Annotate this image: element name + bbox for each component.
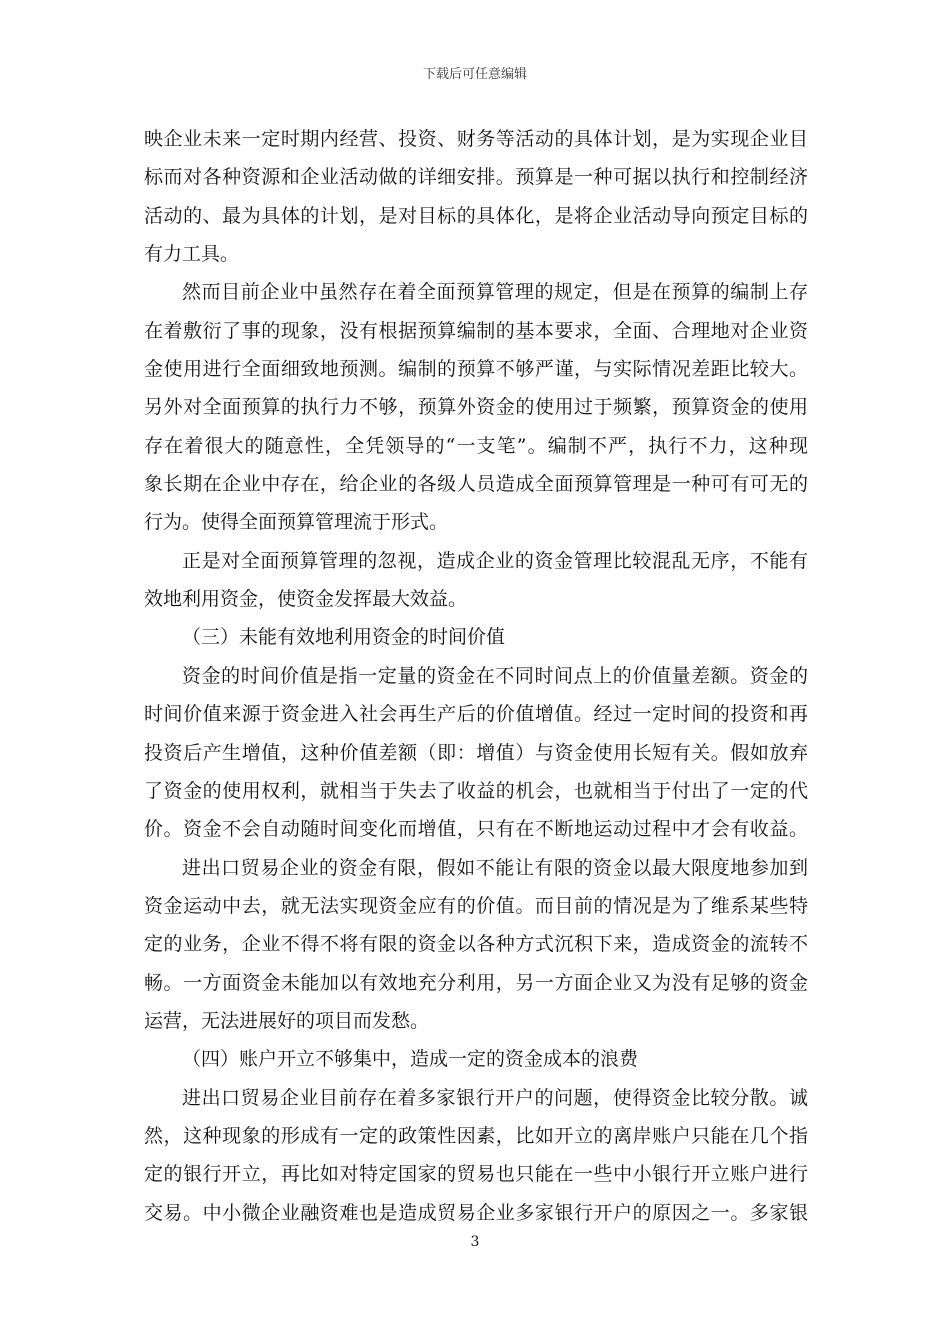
text-line: 存在着很大的随意性，全凭领导的“一支笔”。编制不严，执行不力，这种现 [144, 434, 808, 457]
text-line: 了资金的使用权利，就相当于失去了收益的机会，也就相当于付出了一定的代 [144, 779, 808, 802]
paragraph-first-line: 进出口贸易企业的资金有限，假如不能让有限的资金以最大限度地参加到 [182, 856, 808, 879]
paragraph-first-line: 进出口贸易企业目前存在着多家银行开户的问题，使得资金比较分散。诚 [182, 1086, 808, 1109]
text-line: 在着敷衍了事的现象，没有根据预算编制的基本要求，全面、合理地对企业资 [144, 319, 808, 342]
section-heading: （三）未能有效地利用资金的时间价值 [182, 626, 506, 649]
body-text [144, 120, 808, 1232]
section-heading: （四）账户开立不够集中，造成一定的资金成本的浪费 [182, 1048, 639, 1071]
text-line: 映企业未来一定时期内经营、投资、财务等活动的具体计划，是为实现企业目 [144, 128, 808, 150]
text-line: 定的银行开立，再比如对特定国家的贸易也只能在一些中小银行开立账户进行 [144, 1163, 808, 1186]
text-line: 定的业务，企业不得不将有限的资金以各种方式沉积下来，造成资金的流转不 [144, 933, 808, 956]
text-line: 畅。一方面资金未能加以有效地充分利用，另一方面企业又为没有足够的资金 [144, 971, 808, 994]
text-line: 投资后产生增值，这种价值差额（即：增值）与资金使用长短有关。假如放弃 [144, 741, 808, 764]
text-line: 然，这种现象的形成有一定的政策性因素，比如开立的离岸账户只能在几个指 [144, 1124, 808, 1147]
text-line: 资金运动中去，就无法实现资金应有的价值。而目前的情况是为了维系某些特 [144, 894, 808, 917]
paragraph-first-line: 资金的时间价值是指一定量的资金在不同时间点上的价值量差额。资金的 [182, 664, 808, 687]
text-line: 时间价值来源于资金进入社会再生产后的价值增值。经过一定时间的投资和再 [144, 703, 808, 726]
page-header: 下载后可任意编辑 [422, 67, 527, 82]
text-line: 金使用进行全面细致地预测。编制的预算不够严谨，与实际情况差距比较大。 [144, 358, 808, 381]
text-line: 有力工具。 [144, 243, 240, 266]
text-line: 活动的、最为具体的计划，是对目标的具体化，是将企业活动导向预定目标的 [144, 204, 808, 227]
text-line: 交易。中小微企业融资难也是造成贸易企业多家银行开户的原因之一。多家银 [144, 1201, 808, 1224]
page-number: 3 [470, 1234, 480, 1250]
paragraph-first-line: 正是对全面预算管理的忽视，造成企业的资金管理比较混乱无序，不能有 [182, 549, 808, 572]
text-line: 行为。使得全面预算管理流于形式。 [144, 511, 449, 534]
text-line: 标而对各种资源和企业活动做的详细安排。预算是一种可据以执行和控制经济 [144, 166, 808, 189]
text-line: 另外对全面预算的执行力不够，预算外资金的使用过于频繁，预算资金的使用 [144, 396, 808, 419]
text-line: 价。资金不会自动随时间变化而增值，只有在不断地运动过程中才会有收益。 [144, 818, 808, 841]
text-line: 运营，无法进展好的项目而发愁。 [144, 1009, 430, 1032]
text-line: 象长期在企业中存在，给企业的各级人员造成全面预算管理是一种可有可无的 [144, 473, 808, 496]
text-line: 效地利用资金，使资金发挥最大效益。 [144, 588, 468, 611]
paragraph-first-line: 然而目前企业中虽然存在着全面预算管理的规定，但是在预算的编制上存 [182, 281, 808, 304]
